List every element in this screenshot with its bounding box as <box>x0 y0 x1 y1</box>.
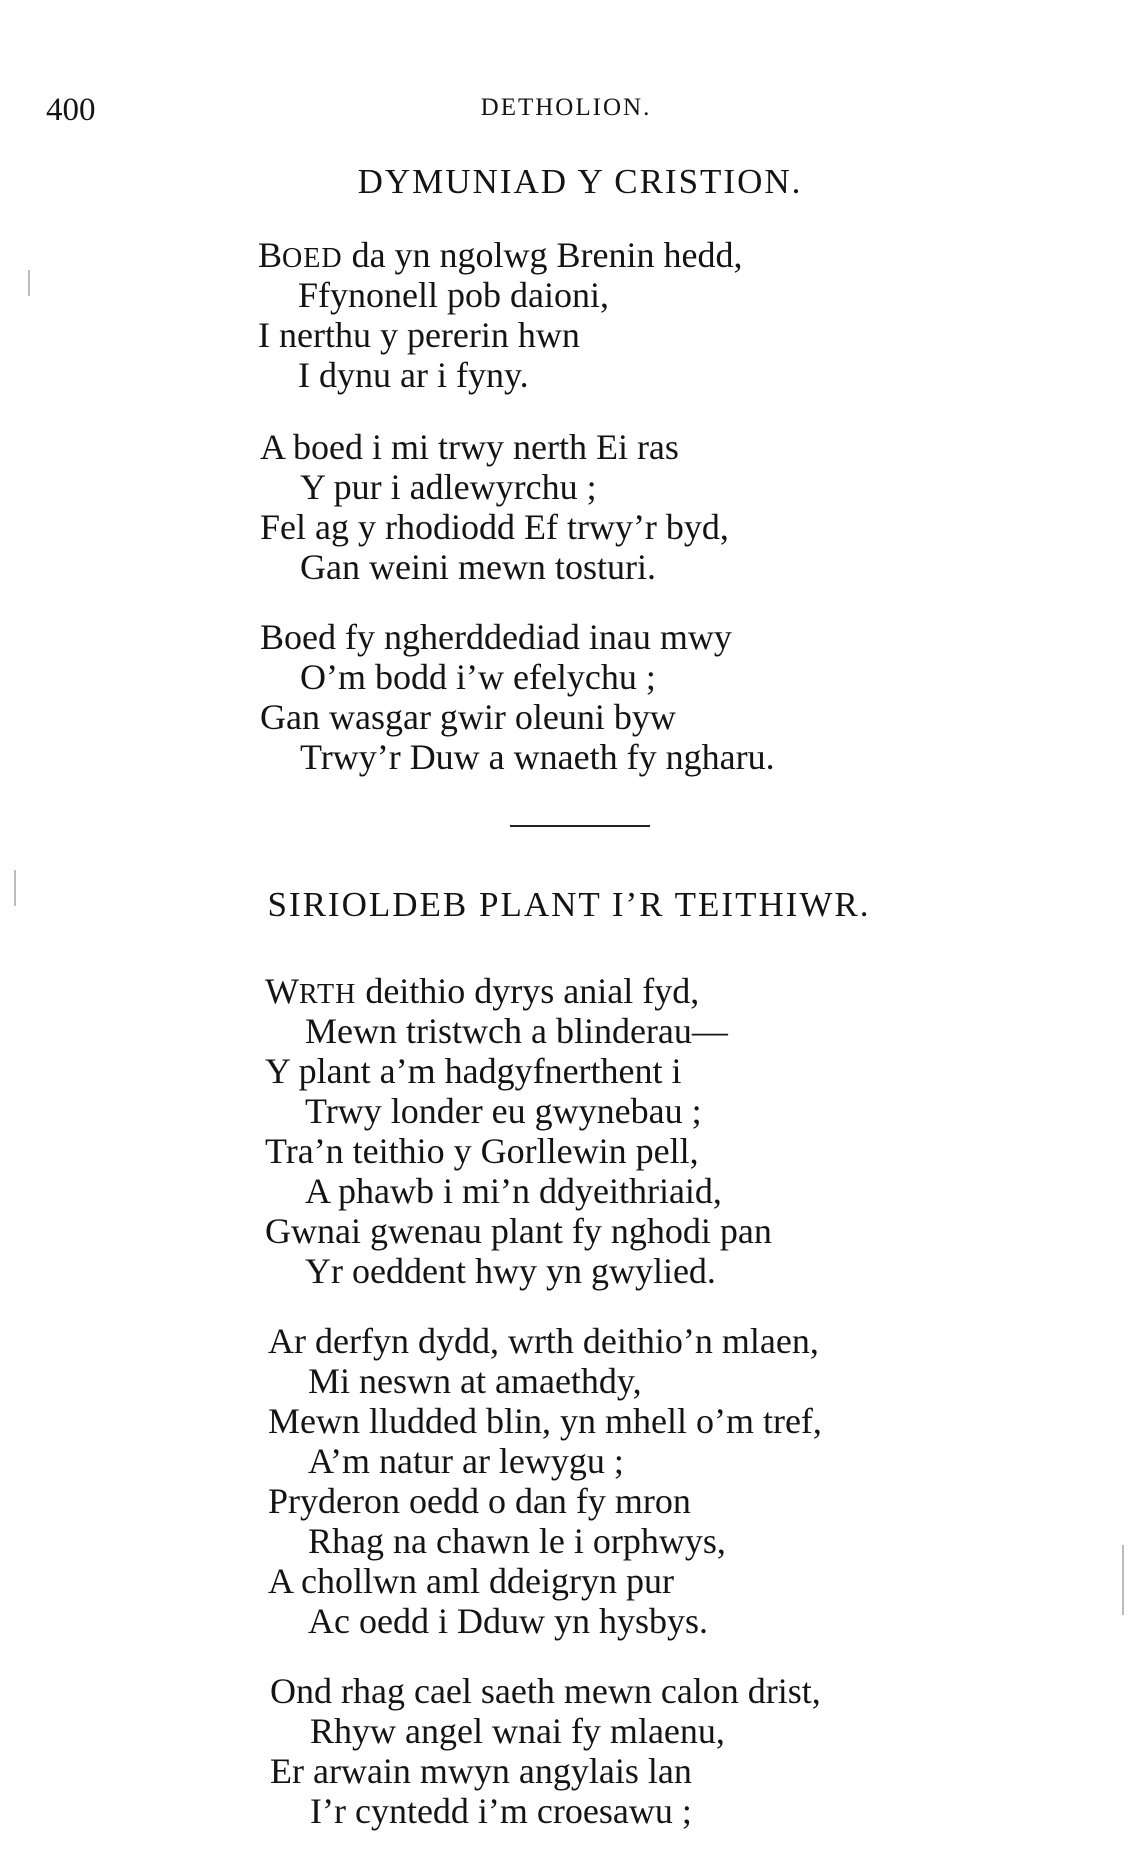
poem1-line: O’m bodd i’w efelychu ; <box>300 657 656 697</box>
poem2-line: Trwy londer eu gwynebau ; <box>305 1091 702 1131</box>
poem1-line: Boed fy ngherddediad inau mwy <box>260 617 732 657</box>
poem2-line: Yr oeddent hwy yn gwylied. <box>305 1251 716 1291</box>
poem1-line: Gan weini mewn tosturi. <box>300 547 656 587</box>
poem1-line: I nerthu y pererin hwn <box>258 315 580 355</box>
poem1-line: Gan wasgar gwir oleuni byw <box>260 697 676 737</box>
poem2-line: Mewn tristwch a blinderau— <box>305 1011 728 1051</box>
drop-initial: B <box>258 235 283 275</box>
poem1-line: I dynu ar i fyny. <box>298 355 529 395</box>
poem2-line: A’m natur ar lewygu ; <box>308 1441 624 1481</box>
poem-title-1: DYMUNIAD Y CRISTION. <box>357 162 803 201</box>
page-number: 400 <box>46 92 96 128</box>
line-rest: da yn ngolwg Brenin hedd, <box>342 235 743 275</box>
section-divider <box>510 825 650 827</box>
poem1-line: Y pur i adlewyrchu ; <box>300 467 597 507</box>
poem2-line: A phawb i mi’n ddyeithriaid, <box>305 1171 722 1211</box>
small-caps: OED <box>282 243 343 274</box>
poem2-line: Ac oedd i Dduw yn hysbys. <box>308 1601 708 1641</box>
drop-initial: W <box>265 971 299 1011</box>
poem2-line: Rhag na chawn le i orphwys, <box>308 1521 726 1561</box>
poem2-line: Mewn lludded blin, yn mhell o’m tref, <box>268 1401 822 1441</box>
poem2-line: Ar derfyn dydd, wrth deithio’n mlaen, <box>268 1321 819 1361</box>
poem1-line: Ffynonell pob daioni, <box>298 275 609 315</box>
poem2-line: A chollwn aml ddeigryn pur <box>268 1561 674 1601</box>
poem2-line: Mi neswn at amaethdy, <box>308 1361 642 1401</box>
poem2-line: Rhyw angel wnai fy mlaenu, <box>310 1711 725 1751</box>
scan-mark <box>28 270 30 296</box>
scan-mark <box>14 870 16 906</box>
line-rest: deithio dyrys anial fyd, <box>356 971 700 1011</box>
small-caps: RTH <box>298 979 357 1010</box>
poem-title-2: SIRIOLDEB PLANT I’R TEITHIWR. <box>267 885 871 924</box>
poem2-line: I’r cyntedd i’m croesawu ; <box>310 1791 692 1831</box>
poem2-line: Ond rhag cael saeth mewn calon drist, <box>270 1671 821 1711</box>
poem2-line: Er arwain mwyn angylais lan <box>270 1751 692 1791</box>
poem1-line <box>258 236 743 278</box>
poem2-line: Tra’n teithio y Gorllewin pell, <box>265 1131 699 1171</box>
poem2-line: Pryderon oedd o dan fy mron <box>268 1481 691 1521</box>
poem2-line: Gwnai gwenau plant fy nghodi pan <box>265 1211 772 1251</box>
scan-mark <box>1122 1545 1124 1615</box>
poem2-line <box>265 972 699 1014</box>
poem2-line: Y plant a’m hadgyfnerthent i <box>265 1051 682 1091</box>
poem1-line: Trwy’r Duw a wnaeth fy ngharu. <box>300 737 775 777</box>
poem1-line: Fel ag y rhodiodd Ef trwy’r byd, <box>260 507 729 547</box>
poem1-line: A boed i mi trwy nerth Ei ras <box>260 427 679 467</box>
running-title: DETHOLION. <box>480 94 652 121</box>
